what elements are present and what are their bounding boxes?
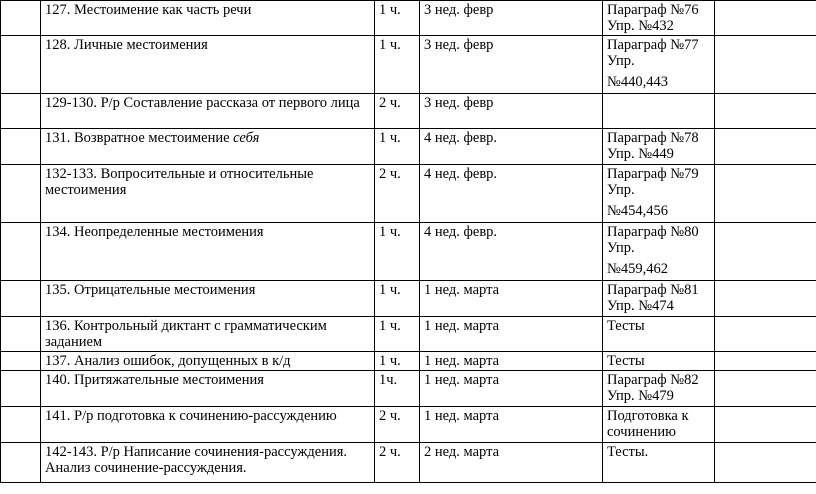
homework-line: Параграф №79 [607,166,699,182]
row-number-cell [1,94,41,129]
note-cell [715,165,816,223]
topic-cell: 136. Контрольный диктант с грамматическим заданием [41,317,375,352]
date-cell: 4 нед. февр. [420,223,603,281]
hours-cell: 1 ч. [375,281,420,317]
hours-cell: 1 ч. [375,223,420,281]
hours-cell: 1 ч. [375,1,420,36]
row-number-cell [1,407,41,443]
date-cell: 2 нед. марта [420,443,603,483]
homework-line: Тесты [607,353,645,369]
hours-cell: 1 ч. [375,352,420,371]
topic-italic-word: себя [233,130,260,146]
table-row [1,1,816,36]
topic-cell: 134. Неопределенные местоимения [41,223,375,281]
hours-cell: 2 ч. [375,443,420,483]
note-cell [715,36,816,94]
row-number-cell [1,281,41,317]
date-cell: 1 нед. марта [420,371,603,407]
table-row [1,223,816,281]
homework-line: №454,456 [607,203,668,219]
note-cell [715,371,816,407]
row-number-cell [1,165,41,223]
row-number-cell [1,371,41,407]
homework-line: Параграф №80 [607,224,699,240]
topic-text: 131. Возвратное местоимение [45,130,234,146]
homework-line: Упр. [607,53,635,69]
date-cell: 1 нед. марта [420,352,603,371]
note-cell [715,223,816,281]
note-cell [715,443,816,483]
homework-cell [603,443,715,483]
table-row [1,407,816,443]
homework-cell [603,317,715,352]
homework-cell [603,94,715,129]
lesson-plan-body [1,1,816,483]
date-cell: 1 нед. марта [420,317,603,352]
homework-line: Параграф №82 [607,372,699,388]
hours-cell: 2 ч. [375,94,420,129]
topic-cell [41,129,375,165]
homework-line: Упр. №449 [607,146,674,162]
table-row [1,443,816,483]
homework-line: Упр. [607,240,635,256]
table-row [1,94,816,129]
date-cell: 4 нед. февр. [420,129,603,165]
table-row [1,317,816,352]
topic-cell: 135. Отрицательные местоимения [41,281,375,317]
table-row [1,281,816,317]
topic-cell: 141. Р/р подготовка к сочинению-рассуждению [41,407,375,443]
homework-line: Тесты. [607,444,649,460]
note-cell [715,317,816,352]
hours-cell: 1 ч. [375,129,420,165]
homework-cell [603,129,715,165]
homework-line: Упр. №474 [607,298,674,314]
topic-cell: 128. Личные местоимения [41,36,375,94]
homework-cell [603,36,715,94]
table-row [1,352,816,371]
homework-line: Параграф №81 [607,282,699,298]
note-cell [715,129,816,165]
homework-line: Упр. №432 [607,18,674,34]
row-number-cell [1,443,41,483]
topic-cell: 127. Местоимение как часть речи [41,1,375,36]
hours-cell: 2 ч. [375,165,420,223]
date-cell: 1 нед. марта [420,281,603,317]
hours-cell: 1 ч. [375,317,420,352]
homework-cell [603,223,715,281]
topic-cell: 140. Притяжательные местоимения [41,371,375,407]
homework-line: Подготовка к сочинению [607,408,689,440]
topic-cell: 132-133. Вопросительные и относительные местоимения [41,165,375,223]
note-cell [715,1,816,36]
date-cell: 3 нед. февр [420,36,603,94]
date-cell: 4 нед. февр. [420,165,603,223]
hours-cell: 2 ч. [375,407,420,443]
topic-cell: 142-143. Р/р Написание сочинения-рассуждения. Анализ сочинение-рассуждения. [41,443,375,483]
table-row [1,165,816,223]
homework-line: №440,443 [607,74,668,90]
homework-cell [603,352,715,371]
homework-cell [603,281,715,317]
homework-cell [603,407,715,443]
homework-line: №459,462 [607,261,668,277]
date-cell: 1 нед. марта [420,407,603,443]
row-number-cell [1,1,41,36]
homework-line: Упр. [607,182,635,198]
homework-line: Упр. №479 [607,388,674,404]
row-number-cell [1,352,41,371]
date-cell: 3 нед. февр [420,94,603,129]
homework-cell [603,1,715,36]
hours-cell: 1 ч. [375,36,420,94]
homework-cell [603,371,715,407]
note-cell [715,281,816,317]
homework-line: Параграф №76 [607,2,699,18]
hours-cell: 1ч. [375,371,420,407]
homework-line: Параграф №77 [607,37,699,53]
note-cell [715,94,816,129]
table-row [1,129,816,165]
note-cell [715,407,816,443]
row-number-cell [1,129,41,165]
note-cell [715,352,816,371]
row-number-cell [1,223,41,281]
row-number-cell [1,36,41,94]
row-number-cell [1,317,41,352]
homework-line: Параграф №78 [607,130,699,146]
date-cell: 3 нед. февр [420,1,603,36]
homework-line: Тесты [607,318,645,334]
table-row [1,36,816,94]
topic-cell: 129-130. Р/р Составление рассказа от первого лица [41,94,375,129]
table-row [1,371,816,407]
homework-cell [603,165,715,223]
topic-cell: 137. Анализ ошибок, допущенных в к/д [41,352,375,371]
